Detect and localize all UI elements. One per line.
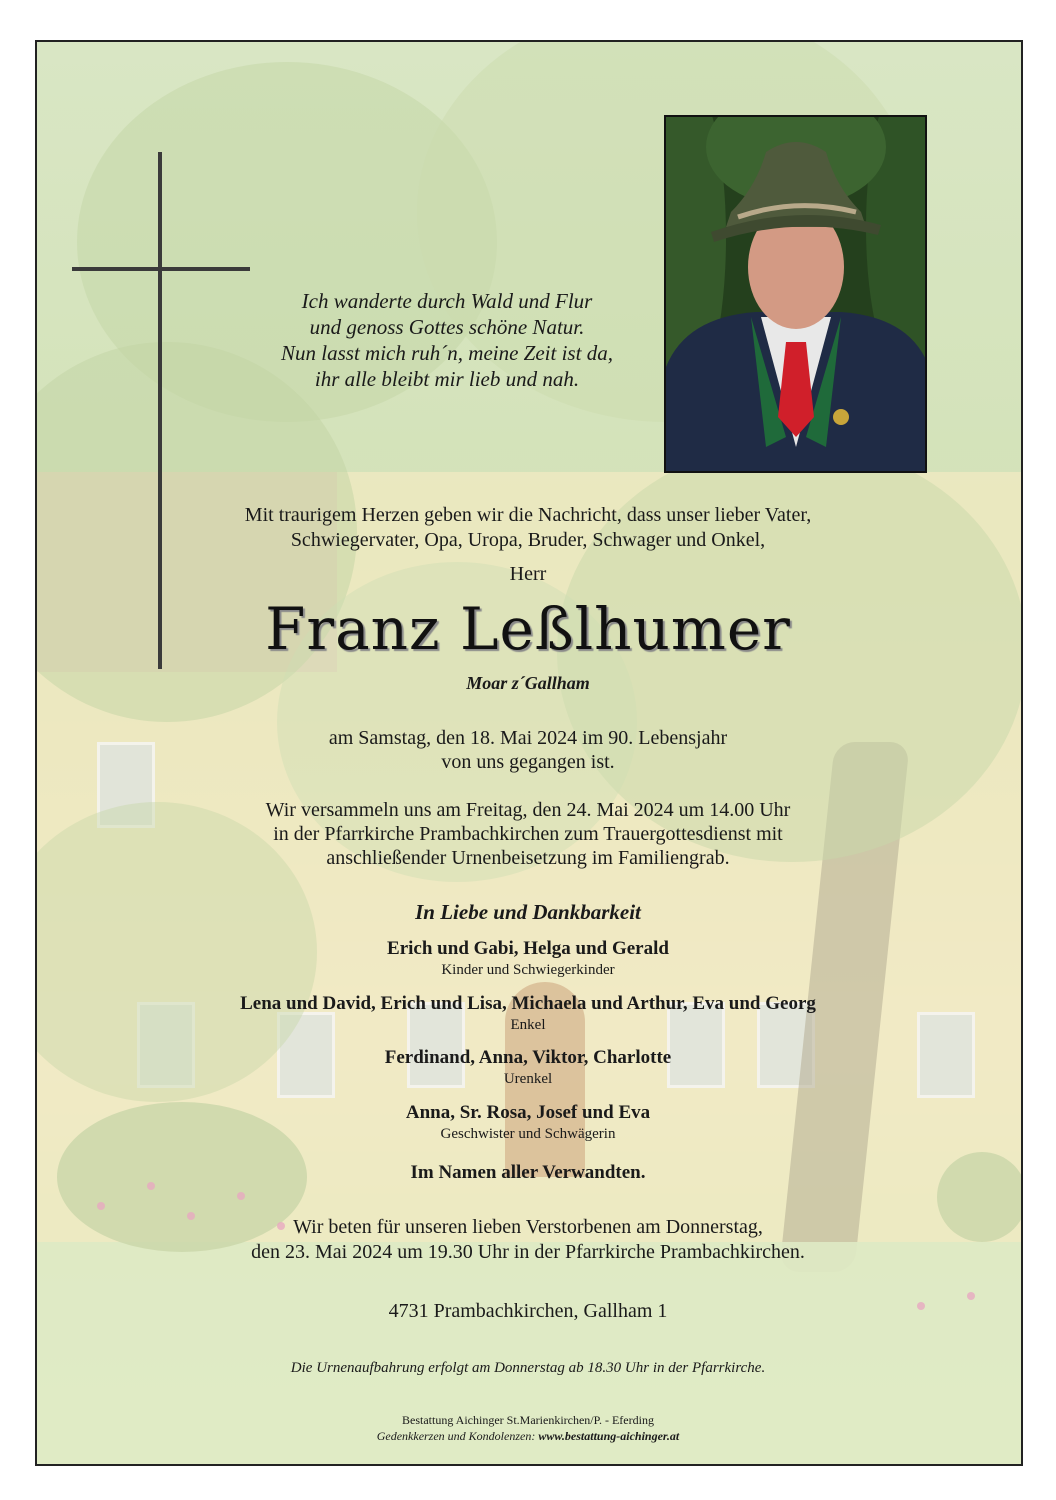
family-names: Anna, Sr. Rosa, Josef und Eva (405, 1102, 651, 1123)
gathering-notice (0, 798, 1056, 870)
gathering-line: anschließender Urnenbeisetzung im Familiengrab. (326, 847, 730, 869)
deceased-name: Franz Leßlhumer (265, 595, 791, 663)
condolence-line (0, 1429, 1056, 1444)
salutation: Herr (509, 563, 547, 585)
love-heading: In Liebe und Dankbarkeit (415, 900, 641, 924)
condolence-label: Gedenkkerzen und Kondolenzen: (376, 1429, 536, 1443)
nickname: Moar z´Gallham (466, 673, 590, 693)
family-relation: Enkel (510, 1017, 546, 1033)
family-names: Ferdinand, Anna, Viktor, Charlotte (384, 1047, 672, 1068)
poem (197, 288, 697, 392)
prayer-notice (0, 1215, 1056, 1265)
family-relation: Geschwister und Schwägerin (440, 1126, 616, 1142)
intro-line: Schwiegervater, Opa, Uropa, Bruder, Schwager und Onkel, (290, 529, 766, 551)
death-notice-line: von uns gegangen ist. (441, 751, 615, 773)
poem-line: und genoss Gottes schöne Natur. (309, 315, 585, 339)
address: 4731 Prambachkirchen, Gallham 1 (388, 1300, 668, 1322)
website-link[interactable]: www.bestattung-aichinger.at (538, 1429, 680, 1443)
undertaker: Bestattung Aichinger St.Marienkirchen/P. - Eferding (402, 1413, 654, 1427)
intro-text (0, 503, 1056, 553)
portrait-photo (664, 115, 927, 473)
poem-line: ihr alle bleibt mir lieb und nah. (314, 367, 580, 391)
gathering-line: Wir versammeln uns am Freitag, den 24. Mai 2024 um 14.00 Uhr (265, 799, 791, 821)
death-notice-line: am Samstag, den 18. Mai 2024 im 90. Lebensjahr (328, 727, 728, 749)
urn-note: Die Urnenaufbahrung erfolgt am Donnerstag ab 18.30 Uhr in der Pfarrkirche. (290, 1360, 766, 1376)
cross-icon-vertical (158, 152, 162, 669)
family-names: Erich und Gabi, Helga und Gerald (387, 938, 669, 959)
prayer-line: Wir beten für unseren lieben Verstorbenen am Donnerstag, (293, 1216, 763, 1238)
death-notice (0, 726, 1056, 774)
family-relation: Kinder und Schwiegerkinder (441, 962, 615, 978)
family-names: Lena und David, Erich und Lisa, Michaela und Arthur, Eva und Georg (240, 993, 816, 1014)
family-relation: Urenkel (503, 1071, 553, 1087)
poem-line: Ich wanderte durch Wald und Flur (301, 289, 593, 313)
cross-icon-horizontal (72, 267, 250, 271)
prayer-line: den 23. Mai 2024 um 19.30 Uhr in der Pfarrkirche Prambachkirchen. (251, 1241, 805, 1263)
poem-line: Nun lasst mich ruh´n, meine Zeit ist da, (281, 341, 613, 365)
all-relatives: Im Namen aller Verwandten. (410, 1162, 646, 1183)
intro-line: Mit traurigem Herzen geben wir die Nachricht, dass unser lieber Vater, (244, 504, 812, 526)
gathering-line: in der Pfarrkirche Prambachkirchen zum Trauergottesdienst mit (273, 823, 783, 845)
